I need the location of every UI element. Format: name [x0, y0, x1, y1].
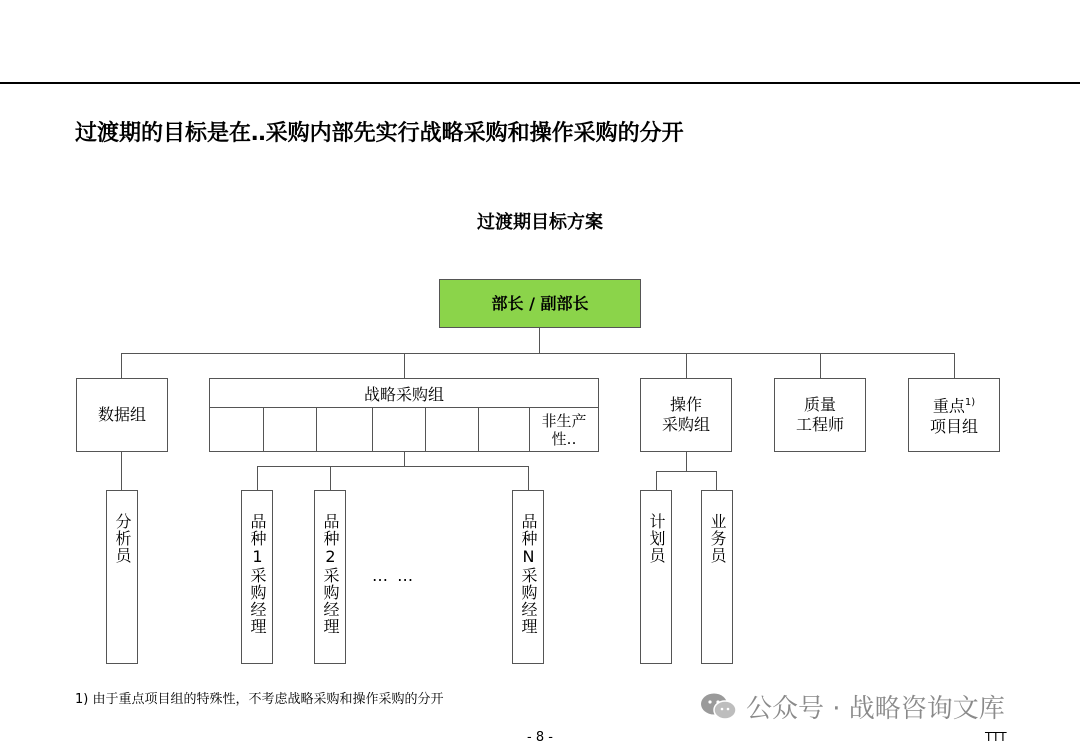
connector	[539, 328, 540, 353]
connector	[528, 466, 529, 490]
strategic-cell	[317, 408, 373, 451]
clerk-label: 业务员	[708, 513, 727, 564]
category-1-manager-label: 品种1采购经理	[248, 513, 267, 635]
header-rule	[0, 82, 1080, 84]
connector	[257, 466, 258, 490]
chart-title: 过渡期目标方案	[477, 212, 603, 233]
analyst-box	[106, 490, 138, 664]
connector	[716, 471, 717, 490]
strategic-cell	[264, 408, 317, 451]
watermark-text: 公众号 · 战略咨询文库	[746, 694, 1005, 724]
key-project-label-2: 项目组	[929, 416, 978, 436]
operation-group-label: 操作 采购组	[661, 395, 710, 434]
non-production-cell	[530, 408, 598, 451]
category-1-manager-box	[241, 490, 273, 664]
connector	[257, 466, 529, 467]
wechat-icon	[700, 692, 738, 722]
connector	[820, 353, 821, 378]
connector	[686, 452, 687, 471]
connector	[404, 452, 405, 467]
strategic-group-label: 战略采购组	[363, 385, 444, 404]
quality-label: 质量 工程师	[795, 395, 844, 434]
category-2-manager-label: 品种2采购经理	[321, 513, 340, 635]
analyst-label: 分析员	[113, 513, 132, 564]
operation-group-box	[640, 378, 732, 452]
connector	[121, 353, 122, 378]
watermark	[700, 688, 1005, 725]
connector	[656, 471, 657, 490]
category-2-manager-box	[314, 490, 346, 664]
strategic-cell	[373, 408, 426, 451]
strategic-group-cells	[209, 407, 599, 452]
strategic-cell	[479, 408, 530, 451]
non-production-label: 非生产 性‥	[541, 411, 587, 448]
connector	[404, 353, 405, 378]
strategic-cell	[210, 408, 264, 451]
connector	[686, 353, 687, 378]
connector	[121, 353, 955, 354]
planner-box	[640, 490, 672, 664]
ellipsis: … …	[372, 566, 416, 585]
page-number: - 8 -	[527, 730, 553, 745]
connector	[656, 471, 717, 472]
director-box	[439, 279, 641, 328]
page-title: 过渡期的目标是在‥采购内部先实行战略采购和操作采购的分开	[75, 121, 684, 146]
strategic-cell	[426, 408, 479, 451]
category-n-manager-label: 品种N采购经理	[519, 513, 538, 635]
director-label: 部长 / 副部长	[491, 293, 589, 313]
footnote: 1) 由于重点项目组的特殊性，不考虑战略采购和操作采购的分开	[75, 692, 444, 707]
key-project-label-1: 重点	[932, 396, 965, 416]
clerk-box	[701, 490, 733, 664]
category-n-manager-box	[512, 490, 544, 664]
footnote-marker: 1)	[964, 397, 976, 409]
connector	[954, 353, 955, 378]
strategic-group-header	[209, 378, 599, 408]
connector	[330, 466, 331, 490]
connector	[121, 452, 122, 490]
quality-box	[774, 378, 866, 452]
planner-label: 计划员	[647, 513, 666, 564]
data-group-label: 数据组	[97, 405, 146, 424]
key-project-box	[908, 378, 1000, 452]
corner-mark: TTT	[985, 730, 1007, 744]
data-group-box	[76, 378, 168, 452]
